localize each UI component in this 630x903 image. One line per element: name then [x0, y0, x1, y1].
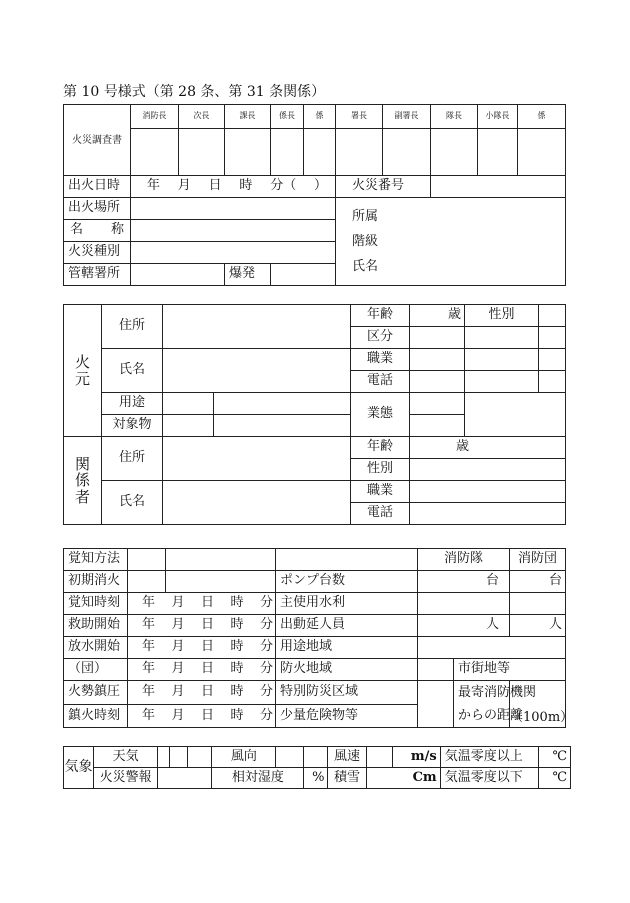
origin-phone-field-2[interactable]: [465, 371, 539, 393]
person-unit: 人: [549, 617, 563, 633]
water-source-label: 主使用水利: [276, 593, 418, 615]
time-row-label: （団）: [64, 659, 128, 681]
origin-occupation-field-2[interactable]: [465, 349, 539, 371]
humidity-field[interactable]: [304, 768, 328, 789]
investigator-name-label: 氏名: [352, 259, 379, 274]
origin-object-label: 対象物: [102, 415, 163, 437]
origin-age-unit: 歳: [410, 305, 465, 327]
time-row-label: 火勢鎮圧: [64, 681, 128, 705]
pump-unit: 台: [486, 573, 500, 589]
dispatch-brigade-field[interactable]: [418, 615, 510, 637]
small-hazmat-label: 少量危険物等: [276, 704, 418, 728]
explosion-field[interactable]: [271, 264, 336, 286]
origin-age-label: 年齢: [351, 305, 410, 327]
initial-extinguish-field-2[interactable]: [166, 571, 276, 593]
temp-below-zero-label: 気温零度以下: [440, 768, 538, 789]
response-table: [63, 548, 574, 728]
approval-stamp-box[interactable]: [304, 129, 336, 176]
origin-object-field[interactable]: [163, 415, 214, 437]
origin-category-label: 区分: [351, 327, 410, 349]
fire-prevention-zone-field[interactable]: [418, 659, 454, 681]
name-label: [64, 220, 131, 242]
celsius-unit: ℃: [552, 748, 567, 764]
approval-stamp-box[interactable]: [179, 129, 225, 176]
place-field[interactable]: [131, 198, 336, 220]
time-row-field[interactable]: [128, 659, 276, 681]
related-label-char: 関: [74, 454, 90, 473]
origin-address-field[interactable]: [163, 305, 351, 349]
related-sex-label: 性別: [351, 459, 410, 481]
nearest-station-line: からの距離: [458, 708, 524, 723]
related-address-field[interactable]: [163, 437, 351, 481]
approval-label: 係長: [271, 105, 304, 129]
person-unit: 人: [486, 617, 500, 633]
snow-field[interactable]: [366, 768, 440, 789]
origin-use-label: 用途: [102, 393, 163, 415]
datetime-unit: 分（: [270, 178, 297, 194]
fire-type-field[interactable]: [131, 242, 336, 264]
approval-label: 係: [518, 105, 566, 129]
time-unit: 年: [142, 661, 156, 677]
datetime-field[interactable]: [131, 176, 336, 198]
origin-address-label: 住所: [102, 305, 163, 349]
time-unit: 分: [259, 639, 273, 655]
datetime-unit: 日: [208, 178, 222, 194]
origin-name-field[interactable]: [163, 349, 351, 393]
humidity-label: 相対湿度: [212, 768, 304, 789]
distance-unit: （100m）: [510, 709, 574, 725]
related-name-label: 氏名: [102, 481, 163, 525]
time-row-field[interactable]: [128, 593, 276, 615]
origin-category-field[interactable]: [410, 327, 465, 349]
weather-label-char: 気: [64, 758, 79, 775]
fire-corps-label: 消防団: [510, 549, 566, 571]
wind-speed-label: 風速: [328, 747, 366, 768]
origin-label-char: 元: [74, 369, 90, 388]
time-unit: 年: [142, 707, 156, 723]
time-unit: 分: [259, 684, 273, 700]
time-unit: 日: [200, 639, 214, 655]
wind-speed-field[interactable]: [366, 747, 392, 768]
jurisdiction-field[interactable]: [131, 264, 225, 286]
temp-below-zero-field[interactable]: [538, 768, 570, 789]
related-sex-field[interactable]: [410, 459, 566, 481]
time-unit: 分: [259, 661, 273, 677]
snow-unit: Cm: [412, 769, 437, 785]
approval-label: 署長: [336, 105, 383, 129]
initial-extinguish-label: 初期消火: [64, 571, 128, 593]
time-unit: 年: [142, 639, 156, 655]
time-unit: 年: [142, 684, 156, 700]
explosion-label: 爆発: [225, 264, 271, 286]
time-row-label: 鎮火時刻: [64, 704, 128, 728]
approval-label: 次長: [179, 105, 225, 129]
origin-sex-label: 性別: [465, 305, 539, 327]
related-label-char: 係: [74, 471, 90, 490]
temp-above-zero-label: 気温零度以上: [440, 747, 538, 768]
origin-section-label: [64, 305, 102, 437]
use-zone-label: 用途地域: [276, 637, 418, 659]
approval-stamp-box[interactable]: [518, 129, 566, 176]
origin-category-field-2[interactable]: [465, 327, 539, 349]
water-source-field[interactable]: [418, 593, 510, 615]
origin-name-label: 氏名: [102, 349, 163, 393]
investigator-block: [336, 198, 566, 286]
fire-number-field[interactable]: [431, 176, 566, 198]
time-unit: 月: [171, 639, 185, 655]
time-row-field[interactable]: [128, 615, 276, 637]
pump-count-corps-field[interactable]: [510, 571, 566, 593]
approval-stamp-box[interactable]: [383, 129, 431, 176]
pump-count-brigade-field[interactable]: [418, 571, 510, 593]
dispatch-corps-field[interactable]: [510, 615, 566, 637]
time-unit: 時: [230, 707, 244, 723]
wind-direction-label: 風向: [212, 747, 276, 768]
weather-section-label: [64, 747, 94, 789]
time-unit: 年: [142, 617, 156, 633]
jurisdiction-label: 管轄署所: [64, 264, 131, 286]
fire-number-label: 火災番号: [336, 176, 431, 198]
snow-label: 積雪: [328, 768, 366, 789]
origin-phone-label: 電話: [351, 371, 410, 393]
origin-business-type-field[interactable]: [410, 393, 465, 415]
origin-occupation-label: 職業: [351, 349, 410, 371]
time-unit: 時: [230, 639, 244, 655]
weather-table: [63, 746, 571, 789]
special-disaster-zone-label: 特別防災区域: [276, 681, 418, 705]
approval-stamp-box[interactable]: [131, 129, 179, 176]
nearest-station-line: 最寄消防機関: [458, 685, 537, 700]
origin-sex-field[interactable]: [539, 305, 566, 327]
use-zone-field[interactable]: [418, 637, 566, 659]
pump-count-label: ポンプ台数: [276, 571, 418, 593]
rank-label: 階級: [352, 234, 379, 249]
water-source-field-2[interactable]: [510, 593, 566, 615]
approval-label: 係: [304, 105, 336, 129]
approval-stamp-box[interactable]: [225, 129, 271, 176]
related-phone-field[interactable]: [410, 503, 566, 525]
header-table: [63, 104, 566, 286]
approval-stamp-box[interactable]: [336, 129, 383, 176]
time-row-field[interactable]: [128, 681, 276, 705]
special-disaster-zone-field[interactable]: [418, 681, 454, 728]
approval-label: 課長: [225, 105, 271, 129]
related-occupation-field[interactable]: [410, 481, 566, 503]
fire-warning-field[interactable]: [158, 768, 212, 789]
origin-table: [63, 304, 566, 525]
time-row-field[interactable]: [128, 704, 276, 728]
time-unit: 日: [200, 707, 214, 723]
fire-warning-label: 火災警報: [94, 768, 158, 789]
approval-label: 隊長: [431, 105, 478, 129]
weather-label-char: 象: [78, 758, 93, 775]
origin-business-type-label: 業態: [351, 393, 410, 437]
related-label-char: 者: [74, 487, 90, 506]
urban-area-label: 市街地等: [454, 659, 566, 681]
fire-prevention-zone-label: 防火地域: [276, 659, 418, 681]
approval-stamp-box[interactable]: [271, 129, 304, 176]
time-unit: 月: [171, 707, 185, 723]
origin-business-type-field-2[interactable]: [465, 393, 566, 437]
origin-business-type-field-3[interactable]: [410, 415, 465, 437]
origin-category-field-3[interactable]: [539, 327, 566, 349]
response-header-blank: [276, 549, 418, 571]
temp-above-zero-field[interactable]: [538, 747, 570, 768]
time-unit: 月: [171, 684, 185, 700]
related-age-unit: 歳: [456, 439, 470, 455]
related-section-label: [64, 437, 102, 525]
weather-field-2[interactable]: [170, 747, 188, 768]
approval-label: 消防長: [131, 105, 179, 129]
time-unit: 日: [200, 684, 214, 700]
awareness-method-field[interactable]: [128, 549, 166, 571]
approval-stamp-box[interactable]: [478, 129, 518, 176]
origin-phone-field-3[interactable]: [539, 371, 566, 393]
origin-occupation-field-3[interactable]: [539, 349, 566, 371]
datetime-unit: 月: [177, 178, 191, 194]
approval-label: 副署長: [383, 105, 431, 129]
time-unit: 月: [171, 661, 185, 677]
time-unit: 月: [171, 617, 185, 633]
name-field[interactable]: [131, 220, 336, 242]
time-unit: 時: [230, 595, 244, 611]
time-unit: 分: [259, 595, 273, 611]
related-age-field[interactable]: [410, 437, 566, 459]
initial-extinguish-field[interactable]: [128, 571, 166, 593]
report-title: 火災調査書: [64, 105, 131, 176]
time-unit: 時: [230, 617, 244, 633]
pump-unit: 台: [549, 573, 563, 589]
time-row-label: 覚知時刻: [64, 593, 128, 615]
time-unit: 分: [259, 707, 273, 723]
approval-stamp-box[interactable]: [431, 129, 478, 176]
affiliation-label: 所属: [352, 209, 379, 224]
weather-field-3[interactable]: [188, 747, 212, 768]
wind-direction-field[interactable]: [276, 747, 304, 768]
origin-label-char: 火: [74, 353, 90, 371]
related-occupation-label: 職業: [351, 481, 410, 503]
fire-type-label: 火災種別: [64, 242, 131, 264]
origin-occupation-field[interactable]: [410, 349, 465, 371]
time-row-label: 放水開始: [64, 637, 128, 659]
time-unit: 日: [200, 661, 214, 677]
datetime-unit: 時: [239, 178, 253, 194]
awareness-method-field-2[interactable]: [166, 549, 276, 571]
time-unit: 年: [142, 595, 156, 611]
datetime-unit: 年: [147, 178, 161, 194]
related-address-label: 住所: [102, 437, 163, 481]
awareness-method-label: 覚知方法: [64, 549, 128, 571]
dispatch-personnel-label: 出動延人員: [276, 615, 418, 637]
celsius-unit: ℃: [552, 769, 567, 785]
approval-label: 小隊長: [478, 105, 518, 129]
time-unit: 分: [259, 617, 273, 633]
name-label-char: 称: [110, 222, 124, 238]
related-name-field[interactable]: [163, 481, 351, 525]
wind-direction-field-2[interactable]: [304, 747, 328, 768]
name-label-char: 名: [70, 222, 84, 238]
origin-use-field[interactable]: [163, 393, 214, 415]
related-phone-label: 電話: [351, 503, 410, 525]
weather-label: 天気: [94, 747, 158, 768]
fire-brigade-label: 消防隊: [418, 549, 510, 571]
origin-use-field-2[interactable]: [214, 393, 351, 415]
origin-phone-field[interactable]: [410, 371, 465, 393]
time-unit: 日: [200, 617, 214, 633]
time-unit: 時: [230, 684, 244, 700]
nearest-station-label: [454, 681, 537, 728]
wind-speed-unit: m/s: [392, 747, 440, 768]
time-unit: 時: [230, 661, 244, 677]
weather-field[interactable]: [158, 747, 170, 768]
origin-object-field-2[interactable]: [214, 415, 351, 437]
time-unit: 日: [200, 595, 214, 611]
time-row-label: 救助開始: [64, 615, 128, 637]
place-label: 出火場所: [64, 198, 131, 220]
time-row-field[interactable]: [128, 637, 276, 659]
time-unit: 月: [171, 595, 185, 611]
datetime-unit: ）: [313, 178, 327, 194]
datetime-label: 出火日時: [64, 176, 131, 198]
percent-unit: %: [312, 769, 325, 785]
related-age-label: 年齢: [351, 437, 410, 459]
form-title: 第 10 号様式（第 28 条、第 31 条関係）: [63, 84, 326, 100]
